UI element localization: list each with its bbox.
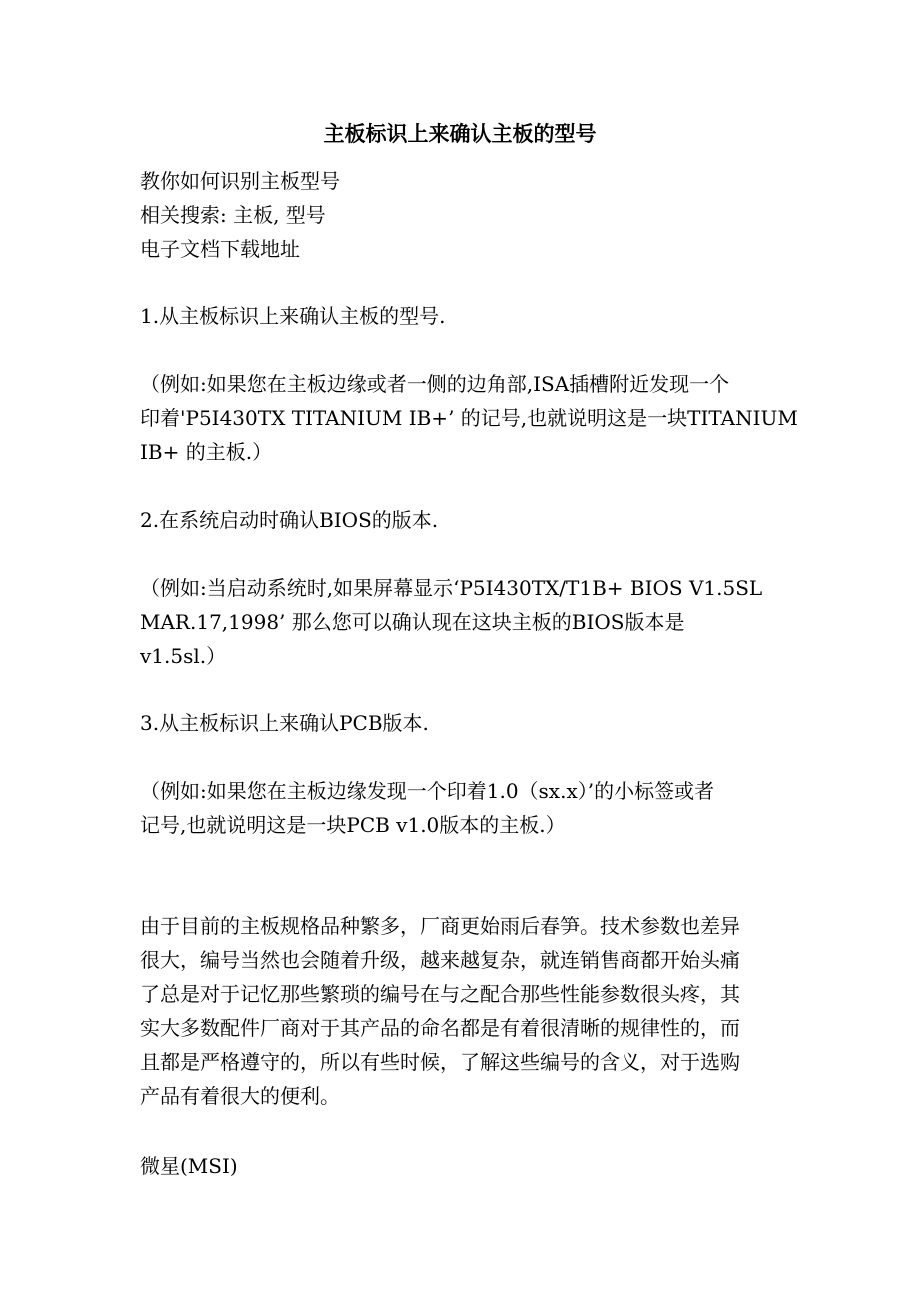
step1-example-line: 印着'P5I430TX TITANIUM IB+’ 的记号,也就说明这是一块TITANIUM — [140, 406, 798, 430]
step2-example-line: MAR.17,1998’ 那么您可以确认现在这块主板的BIOS版本是 — [140, 610, 685, 634]
step3-heading-text: 3.从主板标识上来确认PCB版本. — [140, 711, 429, 735]
step3-example-line: （例如:如果您在主板边缘发现一个印着1.0（sx.x）’的小标签或者 — [140, 779, 715, 803]
step2-example-line: v1.5sl.） — [140, 644, 227, 668]
step1-example-line: IB+ 的主板.） — [140, 440, 273, 464]
step2-heading — [140, 503, 785, 537]
body-line: 且都是严格遵守的，所以有些时候，了解这些编号的含义，对于选购 — [140, 1050, 740, 1074]
step1-example-line: （例如:如果您在主板边缘或者一侧的边角部,ISA插槽附近发现一个 — [140, 372, 730, 396]
document-title: 主板标识上来确认主板的型号 — [323, 121, 597, 146]
step3-example — [140, 774, 785, 842]
step2-example — [140, 571, 785, 673]
step1-example — [140, 367, 798, 469]
step3-example-line: 记号,也就说明这是一块PCB v1.0版本的主板.） — [140, 813, 566, 837]
intro-line-how-to: 教你如何识别主板型号 — [140, 169, 340, 193]
body-line: 由于目前的主板规格品种繁多，厂商更始雨后春笋。技术参数也差异 — [140, 914, 740, 938]
body-paragraph — [140, 909, 785, 1113]
body-line: 了总是对于记忆那些繁琐的编号在与之配合那些性能参数很头疼，其 — [140, 982, 740, 1006]
step1-heading-text: 1.从主板标识上来确认主板的型号. — [140, 304, 446, 328]
intro-line-download: 电子文档下载地址 — [140, 237, 300, 261]
step2-example-line: （例如:当启动系统时,如果屏幕显示‘P5I430TX/T1B+ BIOS V1.5SL — [140, 576, 763, 600]
intro-block — [140, 164, 785, 266]
step2-heading-text: 2.在系统启动时确认BIOS的版本. — [140, 508, 439, 532]
body-line: 产品有着很大的便利。 — [140, 1084, 340, 1108]
step1-heading — [140, 299, 785, 333]
body-line: 很大，编号当然也会随着升级，越来越复杂，就连销售商都开始头痛 — [140, 948, 740, 972]
intro-line-related-search: 相关搜索: 主板, 型号 — [140, 203, 326, 227]
step3-heading — [140, 706, 785, 740]
body-line: 实大多数配件厂商对于其产品的命名都是有着很清晰的规律性的，而 — [140, 1016, 740, 1040]
brand-heading — [140, 1149, 785, 1183]
brand-heading-text: 微星(MSI) — [140, 1154, 238, 1178]
